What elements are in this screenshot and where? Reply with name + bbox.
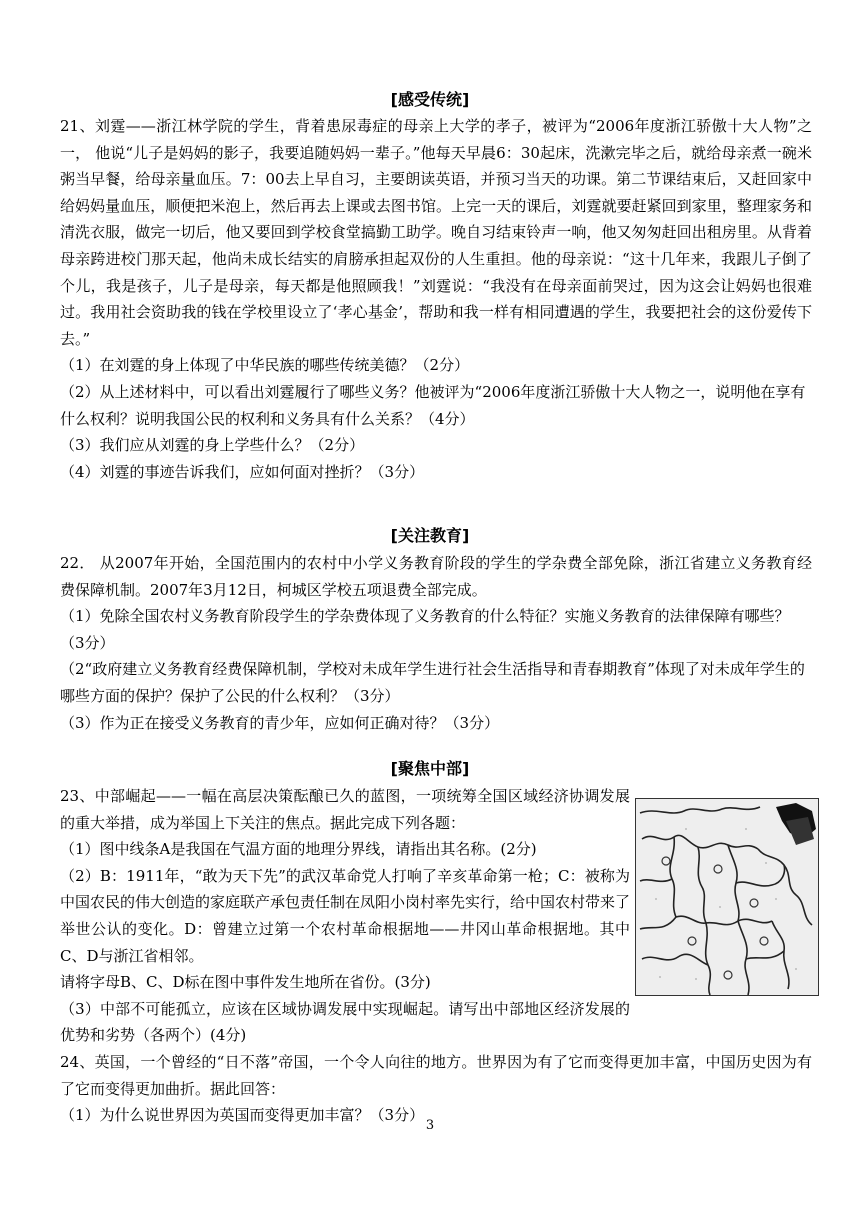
province-outline-map xyxy=(636,799,818,995)
question-21-3: （3）我们应从刘霆的身上学些什么？（2分） xyxy=(60,436,365,455)
question-23-2-instruction: 请将字母B、C、D标在图中事件发生地所在省份。(3分) xyxy=(60,973,431,992)
section-tradition xyxy=(60,113,812,485)
question-22-1: （1）免除全国农村义务教育阶段学生的学杂费体现了义务教育的什么特征？实施义务教育的法律保障有哪些？（3分） xyxy=(60,607,790,652)
question-23-1: （1）图中线条A是我国在气温方面的地理分界线，请指出其名称。(2分) xyxy=(60,840,537,859)
question-21-material: 21、刘霆——浙江林学院的学生，背着患尿毒症的母亲上大学的孝子，被评为“2006年度浙江骄傲十大人物”之一， 他说“儿子是妈妈的影子，我要追随妈妈一辈子。”他每天早晨6：30起床，洗漱完毕之后，就给母亲煮一碗米粥当早餐，给母亲量血压。7：00去上早自习，主要朗读英语，并预习当天的功课。第二节课结束后，又赶回家中给妈妈量血压，顺便把米泡上，然后再去上课或去图书馆。上完一天的课后，刘霆就要赶紧回到家里，整理家务和清洗衣服，做完一切后，他又要回到学校食堂搞勤工助学。晚自习结束铃声一响，他又匆匆赶回出租房里。从背着母亲跨进校门那天起，他尚未成长结实的肩膀承担起双份的人生重担。他的母亲说：“这十几年来，我跟儿子倒了个儿，我是孩子，儿子是母亲，每天都是他照顾我！”刘霆说：“我没有在母亲面前哭过，因为这会让妈妈也很难过。我用社会资助我的钱在学校里设立了‘孝心基金’，帮助和我一样有相同遭遇的学生，我要把社会的这份爱传下去。” xyxy=(60,117,812,348)
question-21-4: （4）刘霆的事迹告诉我们，应如何面对挫折？（3分） xyxy=(60,462,425,481)
central-china-map xyxy=(635,798,819,996)
question-22-3: （3）作为正在接受义务教育的青少年，应如何正确对待？（3分） xyxy=(60,713,500,732)
section-heading-central: [聚焦中部] xyxy=(390,759,470,778)
question-22-2: （2“政府建立义务教育经费保障机制，学校对未成年学生进行社会生活指导和青春期教育”体现了对未成年学生的哪些方面的保护？保护了公民的什么权利？（3分） xyxy=(60,660,805,705)
question-21-2: （2）从上述材料中，可以看出刘霆履行了哪些义务？他被评为“2006年度浙江骄傲十大人物之一，说明他在享有什么权利？说明我国公民的权利和义务具有什么关系？（4分） xyxy=(60,382,806,428)
question-21-1: （1）在刘霆的身上体现了中华民族的哪些传统美德？（2分） xyxy=(60,356,470,375)
question-23-2: （2）B：1911年，“敢为天下先”的武汉革命党人打响了辛亥革命第一枪；C：被称为中国农民的伟大创造的家庭联产承包责任制在凤阳小岗村率先实行，给中国农村带来了举世公认的变化。D：曾建立过第一个农村革命根据地——井冈山革命根据地。其中C、D与浙江省相邻。 xyxy=(60,866,631,965)
question-24-material: 24、英国，一个曾经的“日不落”帝国，一个令人向往的地方。世界因为有了它而变得更加丰富，中国历史因为有了它而变得更加曲折。据此回答： xyxy=(60,1052,812,1098)
question-23-3: （3）中部不可能孤立，应该在区域协调发展中实现崛起。请写出中部地区经济发展的优势和劣势（各两个）(4分) xyxy=(60,999,630,1045)
question-23-material: 23、中部崛起——一幅在高层决策酝酿已久的蓝图，一项统筹全国区域经济协调发展的重大举措，成为举国上下关注的焦点。据此完成下列各题： xyxy=(60,787,630,832)
section-heading-education: [关注教育] xyxy=(390,526,470,545)
question-22-material: 22． 从2007年开始，全国范围内的农村中小学义务教育阶段的学生的学杂费全部免除，浙江省建立义务教育经费保障机制。2007年3月12日，柯城区学校五项退费全部完成。 xyxy=(60,554,812,599)
section-education xyxy=(60,550,812,736)
page-number: 3 xyxy=(425,1118,435,1133)
question-24-1: （1）为什么说世界因为英国而变得更加丰富？（3分） xyxy=(60,1106,425,1125)
section-heading-tradition: [感受传统] xyxy=(390,90,470,109)
